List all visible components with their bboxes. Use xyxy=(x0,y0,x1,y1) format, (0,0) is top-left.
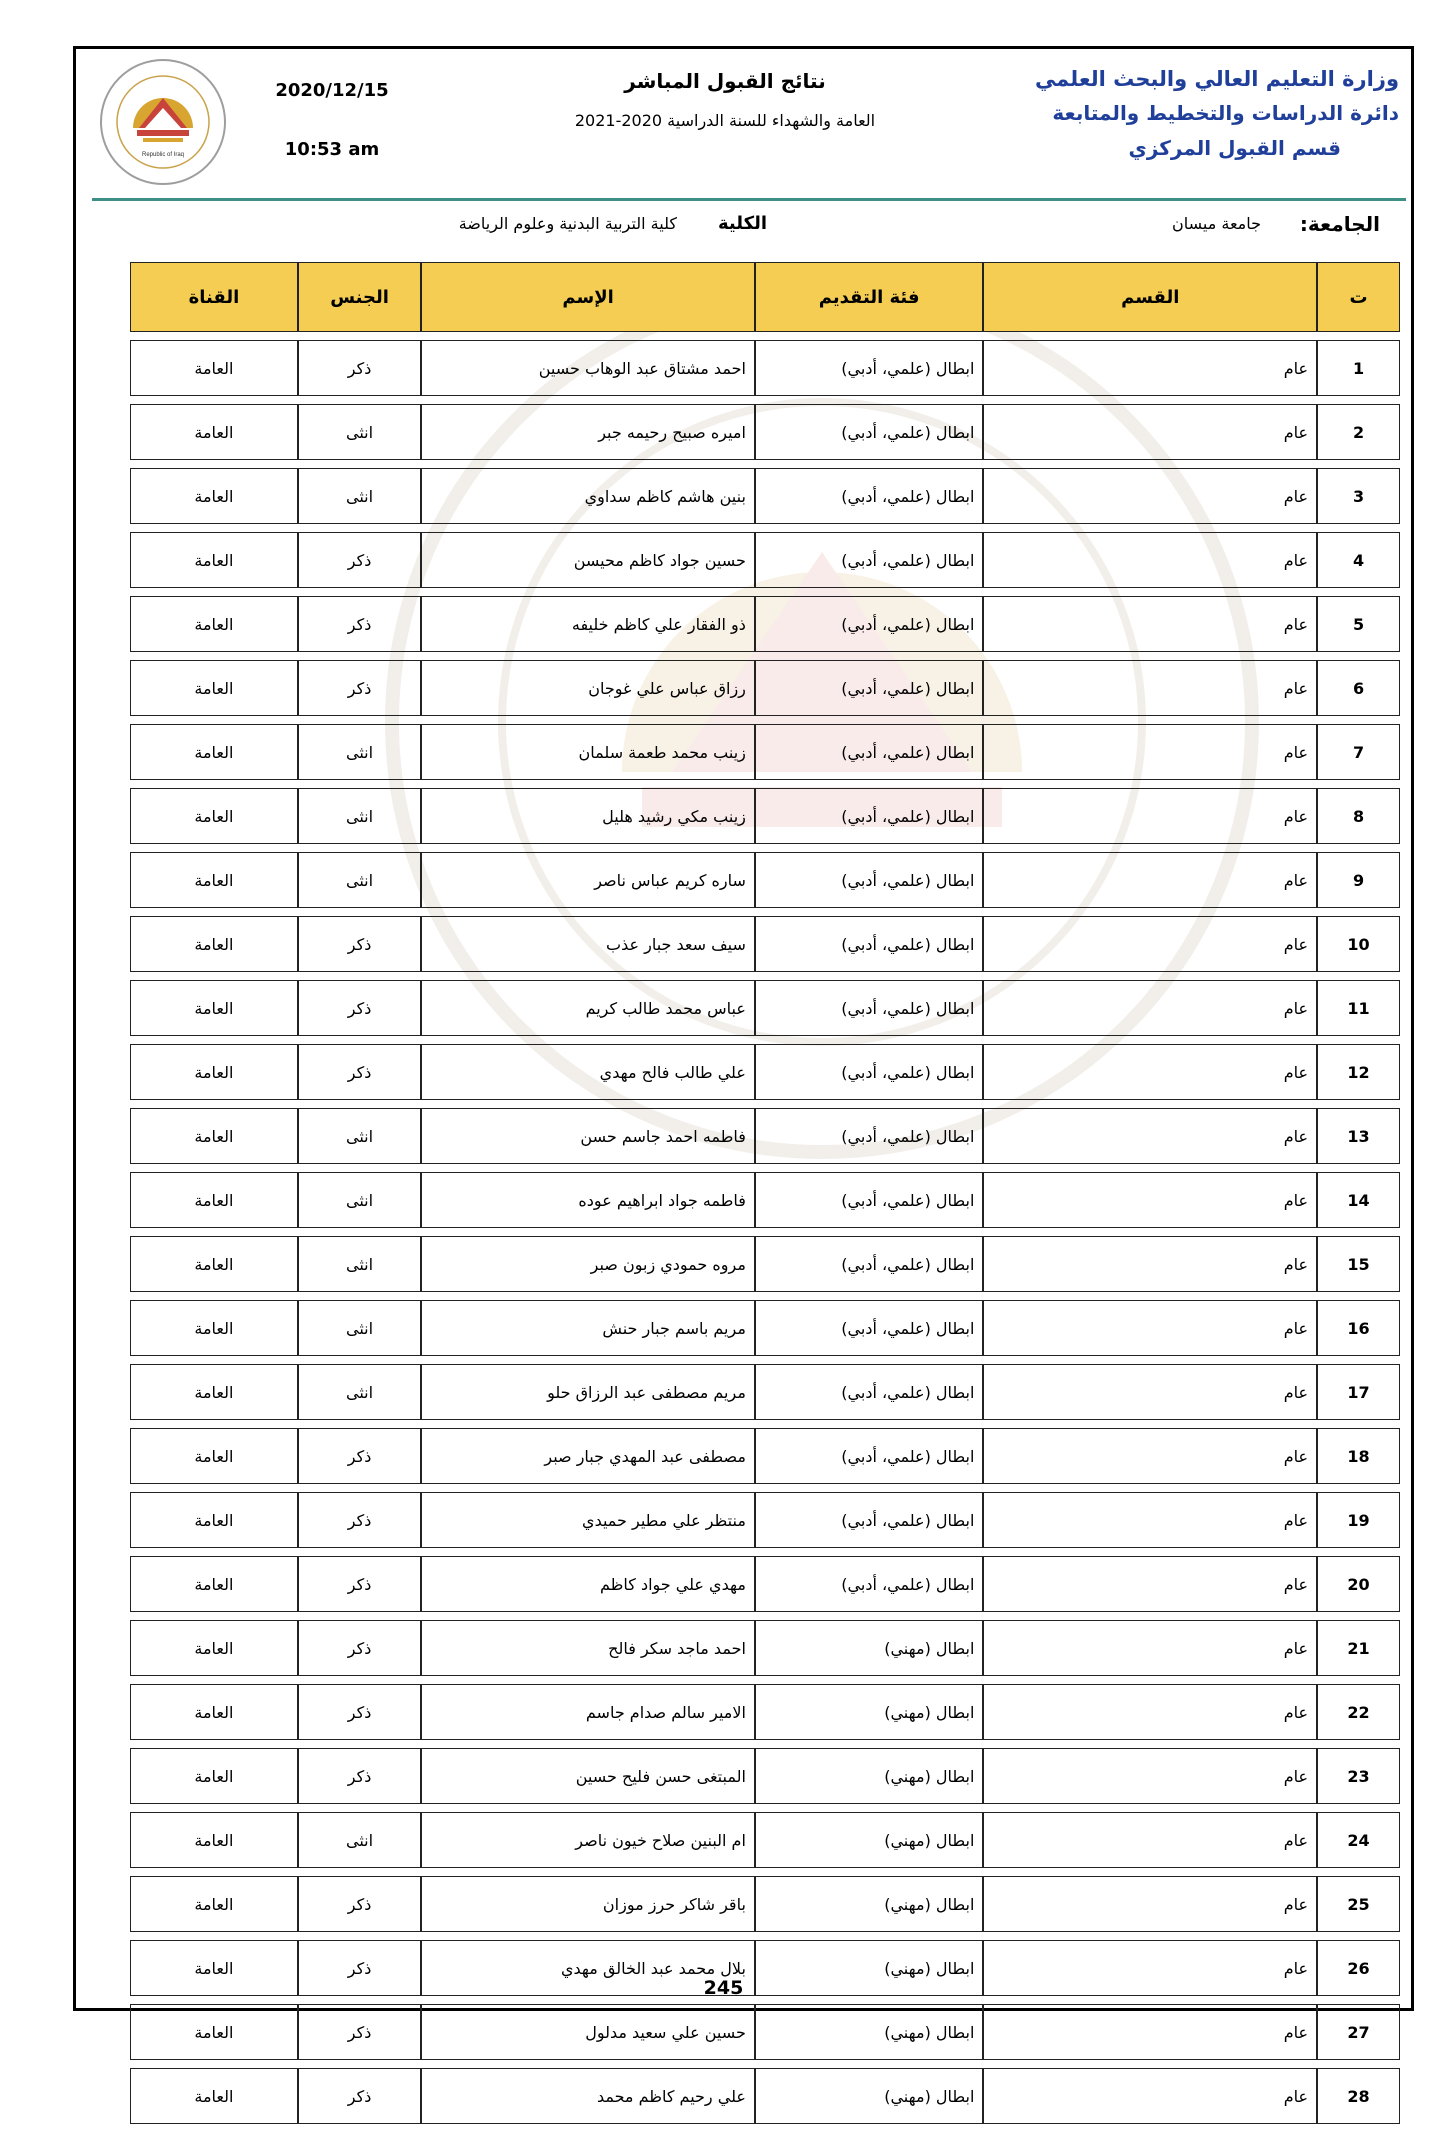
row-number: 22 xyxy=(1317,1684,1400,1740)
header-dept: القسم xyxy=(983,262,1317,332)
row-gender: انثى xyxy=(298,404,421,460)
row-channel: العامة xyxy=(130,1108,298,1164)
row-channel: العامة xyxy=(130,468,298,524)
row-channel: العامة xyxy=(130,1492,298,1548)
row-channel: العامة xyxy=(130,852,298,908)
row-gender: ذكر xyxy=(298,916,421,972)
university-label: الجامعة: xyxy=(1299,212,1380,236)
row-student-name: احمد مشتاق عبد الوهاب حسين xyxy=(421,340,755,396)
row-channel: العامة xyxy=(130,788,298,844)
table-row xyxy=(130,1812,1400,1868)
row-student-name: عباس محمد طالب كريم xyxy=(421,980,755,1036)
row-student-name: علي رحيم كاظم محمد xyxy=(421,2068,755,2124)
row-number: 2 xyxy=(1317,404,1400,460)
row-gender: انثى xyxy=(298,1300,421,1356)
row-gender: انثى xyxy=(298,468,421,524)
row-category: ابطال (مهني) xyxy=(755,1876,984,1932)
row-category: ابطال (علمي، أدبي) xyxy=(755,596,984,652)
row-gender: ذكر xyxy=(298,532,421,588)
row-channel: العامة xyxy=(130,1748,298,1804)
table-body xyxy=(130,340,1400,2124)
row-dept: عام xyxy=(983,724,1317,780)
row-number: 15 xyxy=(1317,1236,1400,1292)
row-dept: عام xyxy=(983,1556,1317,1612)
row-number: 14 xyxy=(1317,1172,1400,1228)
logo-country-text: Republic of Iraq xyxy=(141,152,185,158)
row-category: ابطال (علمي، أدبي) xyxy=(755,468,984,524)
row-channel: العامة xyxy=(130,1428,298,1484)
row-gender: ذكر xyxy=(298,1620,421,1676)
row-student-name: منتظر علي مطير حميدي xyxy=(421,1492,755,1548)
row-dept: عام xyxy=(983,1300,1317,1356)
row-student-name: مريم باسم جبار حنش xyxy=(421,1300,755,1356)
row-channel: العامة xyxy=(130,596,298,652)
table-row xyxy=(130,1428,1400,1484)
row-dept: عام xyxy=(983,2068,1317,2124)
row-category: ابطال (علمي، أدبي) xyxy=(755,1364,984,1420)
row-dept: عام xyxy=(983,1428,1317,1484)
row-dept: عام xyxy=(983,852,1317,908)
row-student-name: علي طالب فالح مهدي xyxy=(421,1044,755,1100)
row-channel: العامة xyxy=(130,1364,298,1420)
row-number: 25 xyxy=(1317,1876,1400,1932)
row-channel: العامة xyxy=(130,980,298,1036)
row-channel: العامة xyxy=(130,1940,298,1996)
row-number: 7 xyxy=(1317,724,1400,780)
header-category: فئة التقديم xyxy=(755,262,984,332)
row-channel: العامة xyxy=(130,1236,298,1292)
table-row xyxy=(130,852,1400,908)
row-channel: العامة xyxy=(130,1300,298,1356)
table-row xyxy=(130,1556,1400,1612)
row-student-name: باقر شاكر حرز موزان xyxy=(421,1876,755,1932)
row-channel: العامة xyxy=(130,404,298,460)
row-student-name: المبتغى حسن فليح حسين xyxy=(421,1748,755,1804)
row-dept: عام xyxy=(983,1620,1317,1676)
row-student-name: احمد ماجد سكر فالح xyxy=(421,1620,755,1676)
header-name: الإسم xyxy=(421,262,755,332)
table-row xyxy=(130,340,1400,396)
row-number: 6 xyxy=(1317,660,1400,716)
row-gender: ذكر xyxy=(298,2068,421,2124)
row-student-name: بنين هاشم كاظم سداوي xyxy=(421,468,755,524)
row-category: ابطال (علمي، أدبي) xyxy=(755,1108,984,1164)
admission-results-table xyxy=(130,254,1400,2132)
row-gender: انثى xyxy=(298,788,421,844)
row-dept: عام xyxy=(983,788,1317,844)
row-category: ابطال (علمي، أدبي) xyxy=(755,532,984,588)
row-number: 5 xyxy=(1317,596,1400,652)
row-number: 18 xyxy=(1317,1428,1400,1484)
row-gender: ذكر xyxy=(298,1044,421,1100)
row-gender: ذكر xyxy=(298,1940,421,1996)
print-date: 2020/12/15 xyxy=(275,80,389,101)
row-number: 24 xyxy=(1317,1812,1400,1868)
row-student-name: سيف سعد جبار عذب xyxy=(421,916,755,972)
row-category: ابطال (مهني) xyxy=(755,1812,984,1868)
row-number: 19 xyxy=(1317,1492,1400,1548)
row-number: 26 xyxy=(1317,1940,1400,1996)
row-dept: عام xyxy=(983,980,1317,1036)
row-gender: ذكر xyxy=(298,1684,421,1740)
row-category: ابطال (علمي، أدبي) xyxy=(755,1492,984,1548)
row-category: ابطال (علمي، أدبي) xyxy=(755,852,984,908)
row-student-name: ساره كريم عباس ناصر xyxy=(421,852,755,908)
row-number: 20 xyxy=(1317,1556,1400,1612)
table-row xyxy=(130,532,1400,588)
row-number: 9 xyxy=(1317,852,1400,908)
row-channel: العامة xyxy=(130,1172,298,1228)
row-student-name: مريم مصطفى عبد الرزاق حلو xyxy=(421,1364,755,1420)
row-student-name: حسين علي سعيد مدلول xyxy=(421,2004,755,2060)
row-channel: العامة xyxy=(130,724,298,780)
document-title: نتائج القبول المباشر xyxy=(624,69,826,93)
table-row xyxy=(130,2004,1400,2060)
row-gender: انثى xyxy=(298,1108,421,1164)
table-row xyxy=(130,980,1400,1036)
row-gender: ذكر xyxy=(298,1876,421,1932)
row-category: ابطال (علمي، أدبي) xyxy=(755,916,984,972)
row-category: ابطال (مهني) xyxy=(755,1748,984,1804)
row-dept: عام xyxy=(983,596,1317,652)
row-number: 16 xyxy=(1317,1300,1400,1356)
row-gender: ذكر xyxy=(298,1556,421,1612)
row-gender: انثى xyxy=(298,852,421,908)
table-row xyxy=(130,468,1400,524)
row-dept: عام xyxy=(983,2004,1317,2060)
header-gender: الجنس xyxy=(298,262,421,332)
row-student-name: مصطفى عبد المهدي جبار صبر xyxy=(421,1428,755,1484)
row-channel: العامة xyxy=(130,1044,298,1100)
row-number: 27 xyxy=(1317,2004,1400,2060)
row-channel: العامة xyxy=(130,916,298,972)
row-number: 4 xyxy=(1317,532,1400,588)
row-gender: ذكر xyxy=(298,1748,421,1804)
row-student-name: بلال محمد عبد الخالق مهدي xyxy=(421,1940,755,1996)
table-row xyxy=(130,660,1400,716)
table-row xyxy=(130,1620,1400,1676)
print-time: 10:53 am xyxy=(284,139,380,160)
university-value: جامعة ميسان xyxy=(1171,214,1261,233)
table-row xyxy=(130,724,1400,780)
row-number: 17 xyxy=(1317,1364,1400,1420)
row-dept: عام xyxy=(983,1108,1317,1164)
row-category: ابطال (مهني) xyxy=(755,1940,984,1996)
row-category: ابطال (مهني) xyxy=(755,1684,984,1740)
college-label: الكلية xyxy=(717,213,767,234)
ministry-header xyxy=(979,62,1399,166)
row-student-name: الامير سالم صدام جاسم xyxy=(421,1684,755,1740)
row-channel: العامة xyxy=(130,1876,298,1932)
page-number: 245 xyxy=(703,1977,744,1999)
row-dept: عام xyxy=(983,1236,1317,1292)
row-dept: عام xyxy=(983,340,1317,396)
row-category: ابطال (علمي، أدبي) xyxy=(755,660,984,716)
row-category: ابطال (علمي، أدبي) xyxy=(755,1172,984,1228)
row-student-name: مهدي علي جواد كاظم xyxy=(421,1556,755,1612)
print-datetime xyxy=(252,80,412,160)
section-name: قسم القبول المركزي xyxy=(1128,136,1341,160)
row-dept: عام xyxy=(983,1172,1317,1228)
table-header-row xyxy=(130,262,1400,332)
row-category: ابطال (مهني) xyxy=(755,1620,984,1676)
row-number: 12 xyxy=(1317,1044,1400,1100)
row-gender: انثى xyxy=(298,1364,421,1420)
row-student-name: ذو الفقار علي كاظم خليفه xyxy=(421,596,755,652)
ministry-seal-icon xyxy=(99,58,227,186)
row-student-name: ام البنين صلاح خيون ناصر xyxy=(421,1812,755,1868)
table-row xyxy=(130,1044,1400,1100)
row-gender: انثى xyxy=(298,1236,421,1292)
table-row xyxy=(130,1492,1400,1548)
row-category: ابطال (علمي، أدبي) xyxy=(755,404,984,460)
row-student-name: مروه حمودي زبون صبر xyxy=(421,1236,755,1292)
row-student-name: زينب مكي رشيد هليل xyxy=(421,788,755,844)
row-number: 21 xyxy=(1317,1620,1400,1676)
row-category: ابطال (علمي، أدبي) xyxy=(755,1428,984,1484)
row-category: ابطال (علمي، أدبي) xyxy=(755,724,984,780)
row-dept: عام xyxy=(983,1492,1317,1548)
row-number: 11 xyxy=(1317,980,1400,1036)
row-category: ابطال (علمي، أدبي) xyxy=(755,788,984,844)
row-dept: عام xyxy=(983,468,1317,524)
table-row xyxy=(130,404,1400,460)
row-student-name: فاطمه احمد جاسم حسن xyxy=(421,1108,755,1164)
row-student-name: فاطمه جواد ابراهيم عوده xyxy=(421,1172,755,1228)
table-row xyxy=(130,788,1400,844)
row-dept: عام xyxy=(983,1044,1317,1100)
row-channel: العامة xyxy=(130,660,298,716)
table-row xyxy=(130,2068,1400,2124)
table-row xyxy=(130,1108,1400,1164)
table-row xyxy=(130,1748,1400,1804)
row-student-name: زينب محمد طعمة سلمان xyxy=(421,724,755,780)
college-value: كلية التربية البدنية وعلوم الرياضة xyxy=(458,214,677,233)
row-dept: عام xyxy=(983,1684,1317,1740)
row-gender: انثى xyxy=(298,1172,421,1228)
document-title-block xyxy=(520,64,930,138)
row-channel: العامة xyxy=(130,340,298,396)
row-channel: العامة xyxy=(130,2004,298,2060)
row-gender: ذكر xyxy=(298,1492,421,1548)
row-dept: عام xyxy=(983,404,1317,460)
row-channel: العامة xyxy=(130,2068,298,2124)
table-row xyxy=(130,916,1400,972)
row-channel: العامة xyxy=(130,1556,298,1612)
row-gender: انثى xyxy=(298,1812,421,1868)
row-dept: عام xyxy=(983,660,1317,716)
header-divider xyxy=(92,198,1406,201)
row-gender: ذكر xyxy=(298,980,421,1036)
row-gender: ذكر xyxy=(298,340,421,396)
row-gender: ذكر xyxy=(298,2004,421,2060)
row-number: 1 xyxy=(1317,340,1400,396)
table-row xyxy=(130,1364,1400,1420)
table-row xyxy=(130,1876,1400,1932)
row-category: ابطال (مهني) xyxy=(755,2068,984,2124)
row-category: ابطال (علمي، أدبي) xyxy=(755,340,984,396)
row-category: ابطال (علمي، أدبي) xyxy=(755,980,984,1036)
row-gender: ذكر xyxy=(298,1428,421,1484)
row-student-name: حسين جواد كاظم محيسن xyxy=(421,532,755,588)
row-category: ابطال (علمي، أدبي) xyxy=(755,1556,984,1612)
row-gender: انثى xyxy=(298,724,421,780)
document-subtitle: العامة والشهداء للسنة الدراسية 2020-2021 xyxy=(574,111,876,130)
row-gender: ذكر xyxy=(298,596,421,652)
row-dept: عام xyxy=(983,1940,1317,1996)
row-number: 3 xyxy=(1317,468,1400,524)
row-category: ابطال (علمي، أدبي) xyxy=(755,1300,984,1356)
row-student-name: رزاق عباس علي غوجان xyxy=(421,660,755,716)
row-dept: عام xyxy=(983,1364,1317,1420)
row-number: 28 xyxy=(1317,2068,1400,2124)
row-dept: عام xyxy=(983,532,1317,588)
table-row xyxy=(130,1300,1400,1356)
row-channel: العامة xyxy=(130,1812,298,1868)
table-row xyxy=(130,1236,1400,1292)
row-dept: عام xyxy=(983,916,1317,972)
row-channel: العامة xyxy=(130,532,298,588)
table-row xyxy=(130,596,1400,652)
row-dept: عام xyxy=(983,1876,1317,1932)
table-row xyxy=(130,1684,1400,1740)
row-category: ابطال (مهني) xyxy=(755,2004,984,2060)
row-number: 23 xyxy=(1317,1748,1400,1804)
row-number: 13 xyxy=(1317,1108,1400,1164)
header-num: ت xyxy=(1317,262,1400,332)
table-row xyxy=(130,1172,1400,1228)
row-category: ابطال (علمي، أدبي) xyxy=(755,1044,984,1100)
row-dept: عام xyxy=(983,1748,1317,1804)
row-number: 8 xyxy=(1317,788,1400,844)
header-channel: القناة xyxy=(130,262,298,332)
row-gender: ذكر xyxy=(298,660,421,716)
department-name: دائرة الدراسات والتخطيط والمتابعة xyxy=(1052,101,1399,125)
row-category: ابطال (علمي، أدبي) xyxy=(755,1236,984,1292)
ministry-name: وزارة التعليم العالي والبحث العلمي xyxy=(1034,67,1399,91)
row-dept: عام xyxy=(983,1812,1317,1868)
row-channel: العامة xyxy=(130,1620,298,1676)
row-number: 10 xyxy=(1317,916,1400,972)
row-channel: العامة xyxy=(130,1684,298,1740)
row-student-name: اميره صبيح رحيمه جبر xyxy=(421,404,755,460)
